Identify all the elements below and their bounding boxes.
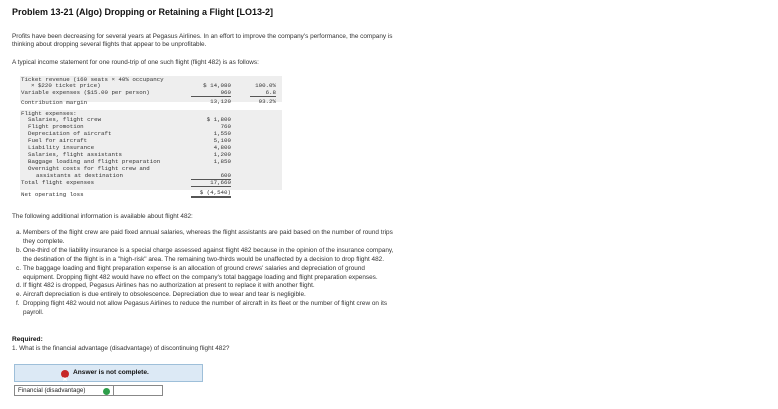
list-item-line: Members of the flight crew are paid fixed annual salaries, whereas the flight assistants are paid based on the number of round trips [23,229,393,236]
ticket-revenue-label-1: Ticket revenue (160 seats × 40% occupancy [21,76,164,83]
expense-label: Salaries, flight crew [28,116,102,123]
list-item-line: Dropping flight 482 would not allow Pegasus Airlines to reduce the number of aircraft in its fleet or the number of flight crew on its [23,300,388,308]
list-item-line: If flight 482 is dropped, Pegasus Airlines has no authorization at present to replace it with another flight. [23,282,315,290]
variable-expenses-pct: 6.8 [250,90,276,97]
ticket-revenue-pct: 100.0% [255,82,276,89]
answer-status-banner [14,364,203,382]
flight-expenses-label: Flight expenses: [21,110,77,117]
ticket-revenue-label-2: × $220 ticket price) [31,82,101,89]
list-item [16,300,393,318]
list-item [16,229,393,247]
net-operating-loss-amount: $ (4,540) [191,190,231,198]
contribution-margin-pct: 93.2% [258,98,276,105]
variable-expenses-amount: 960 [191,90,231,97]
overnight-label-2: assistants at destination [36,172,123,179]
list-item-line: they complete. [23,237,65,245]
list-item-line: One-third of the liability insurance is a special charge assessed against flight 482 because in the opinion of the insurance company, [23,246,394,254]
additional-intro: The following additional information is available about flight 482: [12,213,193,220]
problem-title: Problem 13-21 (Algo) Dropping or Retaining a Flight [LO13-2] [12,7,274,17]
total-flight-expenses-amount: 17,660 [191,180,231,187]
contribution-margin-label: Contribution margin [21,99,88,106]
list-item-line: payroll. [23,309,44,317]
variable-expenses-label: Variable expenses ($15.00 per person) [21,89,150,96]
list-marker: a. [16,229,22,236]
expense-label: Fuel for aircraft [28,137,88,144]
list-item-line: Aircraft depreciation is due entirely to obsolescence. Depreciation due to wear and tear is negligible. [23,291,306,299]
list-item [16,282,393,291]
contribution-margin-amount: 13,120 [210,98,231,105]
list-item-line: the destination of the flight is in a "high-risk" area. The remaining two-thirds would be unaffected by a decision to drop flight 482. [23,255,384,263]
list-marker: e. [16,291,22,299]
statement-intro: A typical income statement for one round-trip of one such flight (flight 482) is as follows: [12,59,259,66]
list-item [16,291,393,300]
expense-amount: 4,800 [213,144,231,151]
answer-label: Financial (disadvantage) [18,387,86,394]
expense-amount: 1,850 [213,158,231,165]
answer-input[interactable] [113,385,163,396]
ticket-revenue-amount: $ 14,080 [203,82,231,89]
list-marker: b. [16,246,22,254]
net-operating-loss-label: Net operating loss [21,191,84,198]
answer-status-text: Answer is not complete. [73,369,149,376]
intro-line-2: thinking about dropping several flights that appear to be unprofitable. [12,41,207,48]
expense-label: Depreciation of aircraft [28,130,112,137]
list-marker: d. [16,282,22,290]
overnight-label-1: Overnight costs for flight crew and [28,165,150,172]
list-item-line: equipment. Dropping flight 482 would have no effect on the company's total baggage loading and flight preparation expenses. [23,273,378,281]
expense-label: Liability insurance [28,144,95,151]
answer-row [14,385,163,396]
list-marker: c. [16,264,21,272]
list-item [16,247,393,265]
expense-amount: 1,200 [213,151,231,158]
expense-label: Baggage loading and flight preparation [28,158,161,165]
required-question: 1. What is the financial advantage (disadvantage) of discontinuing flight 482? [12,345,230,352]
total-flight-expenses-label: Total flight expenses [21,179,95,186]
expense-amount: 5,100 [213,137,231,144]
required-heading: Required: [12,336,43,343]
expense-label: Flight promotion [28,123,84,130]
expense-amount: $ 1,800 [206,116,231,123]
list-item [16,265,393,283]
expense-amount: 1,550 [213,130,231,137]
overnight-amount: 600 [191,173,231,180]
error-x-icon [61,370,69,378]
check-icon [103,388,110,395]
intro-line-1: Profits have been decreasing for several years at Pegasus Airlines. In an effort to improve the company's performance, the company is [12,33,393,40]
list-marker: f. [16,300,20,308]
list-item-line: The baggage loading and flight preparation expense is an allocation of ground crews' salaries and depreciation of ground [23,264,365,272]
expense-amount: 760 [220,123,231,130]
expense-label: Salaries, flight assistants [28,151,122,158]
additional-info-list [16,229,393,318]
